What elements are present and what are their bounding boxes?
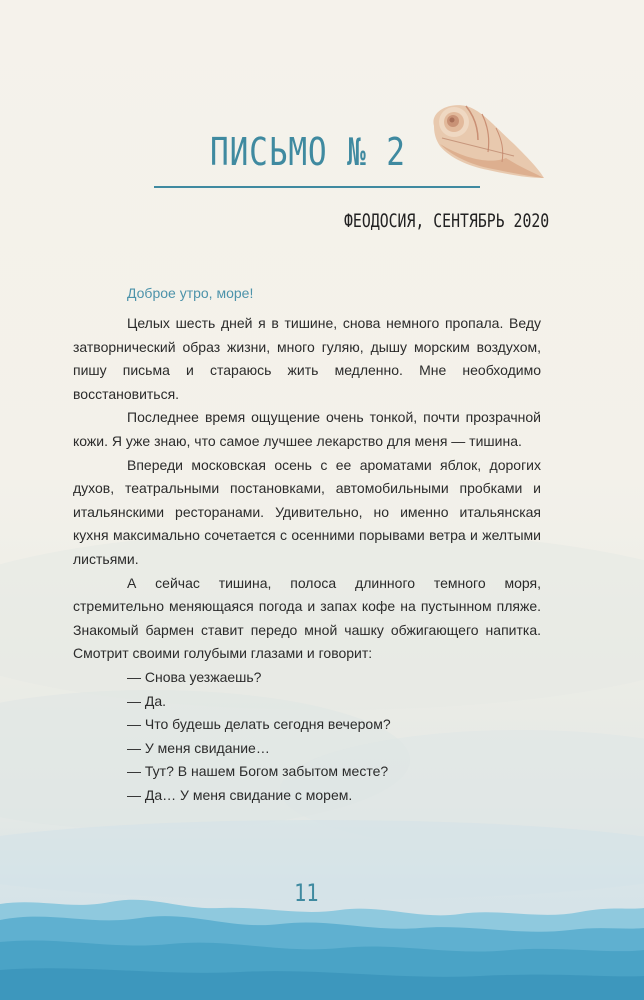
dialogue-line: — Да… У меня свидание с морем.	[127, 786, 353, 803]
paragraph: Впереди московская осень с ее ароматами яблок, дорогих духов, театральными постановками, автомобильными пробками и итальянскими ресторанами. Удивительно, но именно итальянская кухня максимально сочетается с осенними порывами ветра и желтыми листьями.	[73, 456, 541, 567]
seashell-icon	[422, 98, 548, 186]
paragraph: А сейчас тишина, полоса длинного темного моря, стремительно меняющаяся погода и запах кофе на пустынном пляже. Знакомый бармен ставит передо мной чашку обжигающего напитка. Смотрит своими голубыми глазами и говорит:	[73, 574, 541, 662]
title-divider	[154, 186, 480, 188]
sea-watercolor	[0, 880, 644, 1000]
page-number: 11	[294, 879, 319, 907]
letter-greeting: Доброе утро, море!	[127, 285, 254, 301]
dialogue-line: — Да.	[127, 692, 167, 709]
paragraph: Последнее время ощущение очень тонкой, почти прозрачной кожи. Я уже знаю, что самое лучшее лекарство для меня — тишина.	[73, 409, 541, 449]
dialogue-line: — У меня свидание…	[127, 739, 270, 756]
dialogue-line: — Тут? В нашем Богом забытом месте?	[127, 763, 389, 780]
location-date: ФЕОДОСИЯ, СЕНТЯБРЬ 2020	[344, 210, 550, 232]
paragraph: Целых шесть дней я в тишине, снова немного пропала. Веду затворнический образ жизни, много гуляю, дышу морским воздухом, пишу письма и стараюсь жить медленно. Мне необходимо восстановиться.	[73, 315, 541, 402]
page-title: ПИСЬМО № 2	[210, 130, 406, 174]
dialogue-line: — Что будешь делать сегодня вечером?	[127, 716, 391, 733]
dialogue-line: — Снова уезжаешь?	[127, 668, 262, 685]
letter-body	[73, 312, 541, 807]
